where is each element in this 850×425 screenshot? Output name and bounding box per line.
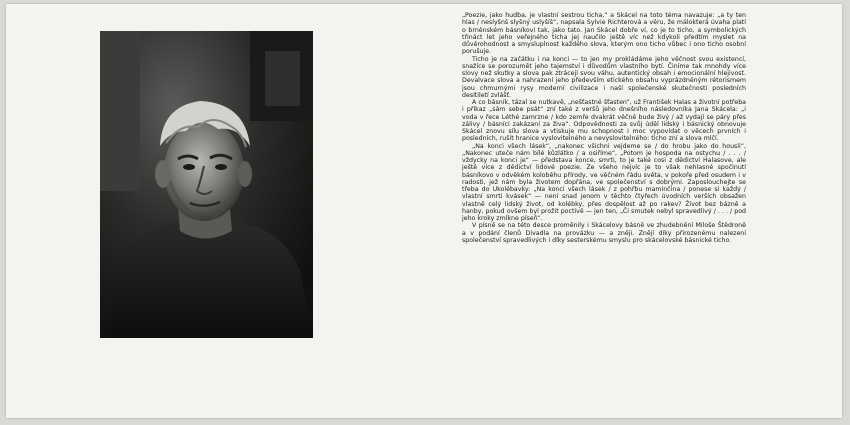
liner-notes-paragraph: Ticho je na začátku i na konci — to jen my prokládáme jeho věčnost svou existencí, snažíce se porozumět jeho tajemství i důvodům vlastního bytí. Činíme tak mnohdy více slovy než skutky a slova pak ztrácejí svou váhu, autentický obsah i emocionální hlejivost. Devalvace slova a nahrazení jeho především etického obsahu vyprázdněným rétorismem jsou chmurnými rysy moderní civilizace i naší společenské skutečnosti posledních desítiletí zvlášť. [462,55,746,99]
album-sleeve-page [6,4,842,418]
liner-notes-paragraph: A co básník, tázal se nutkavě, „nešťastné šťasten“, už František Halas a životní potřeba i příkaz „sám sebe psát“ zní také z veršů jeho dnešního následovníka Jana Skácela: „i voda v řece Léthé zamrzne / kdo zemře dvakrát věčně bude živý / až vydají se páry přes zálivy / básníci zakázaní za živa“. Odpovědnosti za svůj úděl lidský i básnický obnovuje Skácel znovu sílu slova a vtiskuje mu schopnost i moc vypovídat o věcech prvních i posledních, rušit hranice vyslovitelného a nevyslovitelného: ticho zní a slova mlčí. [462,99,746,143]
author-portrait-photo [100,31,313,338]
portrait-image [100,31,313,338]
liner-notes-paragraph: „Na konci všech lásek“, „nakonec všichni vejdeme se / do hrobu jako do housli“, „Nakonec uteče nám bílé kůzlátko / a osiříme“, „Potom je hospoda na ostychu / . . . / vždycky na konci je“ — představa konce, smrti, to je také cosi z dědictví Halasove, ale ještě více z dědictví lidové poezie. Ze všeho nejvíc je to však nehlasné spočinutí básníkovo v odvěkém koloběhu přírody, ve věčném řádu světa, v pokoře před osudem i v radosti, jež nám byla životem dopřána, ve společenství s dobrými. Zaposlouchejte se třeba do Ukolébavky: „Na konci všech lásek / z pohřbu maminčina / ponese si každý / vlastní smrti kvásek“ — není snad jenom v těchto čtyřech úvodních verších obsažen vlastně celý lidský život, od kolébky, přes dospělost až po rakev? Život bez bázně a hanby, pokud ovšem byl prožit poctivě — jen ten, „Či smutek nebyl spravedlivý / . . . / pod jeho kroky zmlkne píseň“. [462,142,746,222]
liner-notes-text [462,12,746,244]
liner-notes-paragraph: „Poezie, jako hudba, je vlastní sestrou ticha,“ a Skácel na toto téma navazuje: „a ty ten hlas / neslyšnš slyšný uslyšíš“, napsala Sylvie Richterová a věru, že málokterá úvaha platí o brněnském básníkovi tak, jako tato. Jan Skácel dobře ví, co je to ticho, a symbolických třináct let jeho veřejného ticha jej naučilo ještě víc než kdykoli předtím myslet na důvěrohodnost a smysluplnost každého slova, kterým ono ticho vůbec i ono ticho osobní porušuje. [462,12,746,56]
liner-notes-paragraph: V písně se na této desce proměnily i Skácelovy básně ve zhudebnění Miloše Štědroně a v podání členů Divadla na provázku — a zněji. Znějí díky přirozenému nalezení společenství spravedlivých i díky sesterskému smyslu pro skácelovské básnické ticho. [462,222,746,244]
